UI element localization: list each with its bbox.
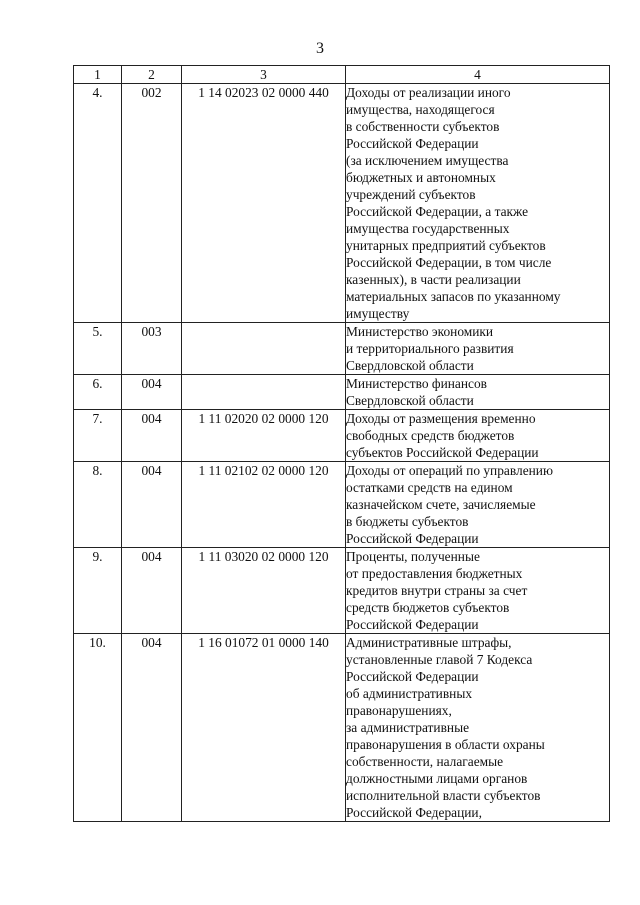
table-row: [74, 323, 610, 375]
budget-classification-code: [182, 375, 346, 410]
budget-classification-code: 1 14 02023 02 0000 440: [182, 84, 346, 323]
revenue-name: Проценты, полученные от предоставления бюджетных кредитов внутри страны за счет средств бюджетов субъектов Российской Федерации: [346, 548, 610, 634]
page-number: 3: [316, 40, 324, 57]
admin-code: 002: [122, 84, 182, 323]
revenue-name: Министерство финансов Свердловской области: [346, 375, 610, 410]
table-row: [74, 375, 610, 410]
table-row: [74, 84, 610, 323]
admin-code: 003: [122, 323, 182, 375]
admin-code: 004: [122, 548, 182, 634]
table-row: [74, 410, 610, 462]
column-header-1: 1: [74, 66, 122, 84]
budget-classification-code: [182, 323, 346, 375]
revenue-name: Доходы от размещения временно свободных средств бюджетов субъектов Российской Федерации: [346, 410, 610, 462]
column-header-4: 4: [346, 66, 610, 84]
budget-classification-code: 1 16 01072 01 0000 140: [182, 634, 346, 822]
column-header-3: 3: [182, 66, 346, 84]
table-row: [74, 634, 610, 822]
revenue-name: Административные штрафы, установленные главой 7 Кодекса Российской Федерации об административных правонарушениях, за административные правонарушения в области охраны собственности, налагаемые должностными лицами органов исполнительной власти субъектов Российской Федерации,: [346, 634, 610, 822]
admin-code: 004: [122, 462, 182, 548]
table-row: [74, 462, 610, 548]
admin-code: 004: [122, 375, 182, 410]
row-number: 10.: [74, 634, 122, 822]
row-number: 9.: [74, 548, 122, 634]
revenue-table: [73, 65, 610, 822]
row-number: 8.: [74, 462, 122, 548]
admin-code: 004: [122, 634, 182, 822]
revenue-name: Доходы от реализации иного имущества, находящегося в собственности субъектов Российской Федерации (за исключением имущества бюджетных и автономных учреждений субъектов Российской Федерации, а также имущества государственных унитарных предприятий субъектов Российской Федерации, в том числе казенных), в части реализации материальных запасов по указанному имуществу: [346, 84, 610, 323]
budget-classification-code: 1 11 02102 02 0000 120: [182, 462, 346, 548]
revenue-name: Министерство экономики и территориального развития Свердловской области: [346, 323, 610, 375]
column-header-2: 2: [122, 66, 182, 84]
row-number: 5.: [74, 323, 122, 375]
row-number: 4.: [74, 84, 122, 323]
row-number: 6.: [74, 375, 122, 410]
budget-classification-code: 1 11 02020 02 0000 120: [182, 410, 346, 462]
row-number: 7.: [74, 410, 122, 462]
admin-code: 004: [122, 410, 182, 462]
table-row: [74, 548, 610, 634]
table-header-row: [74, 66, 610, 84]
revenue-name: Доходы от операций по управлению остатками средств на едином казначейском счете, зачисляемые в бюджеты субъектов Российской Федерации: [346, 462, 610, 548]
budget-classification-code: 1 11 03020 02 0000 120: [182, 548, 346, 634]
